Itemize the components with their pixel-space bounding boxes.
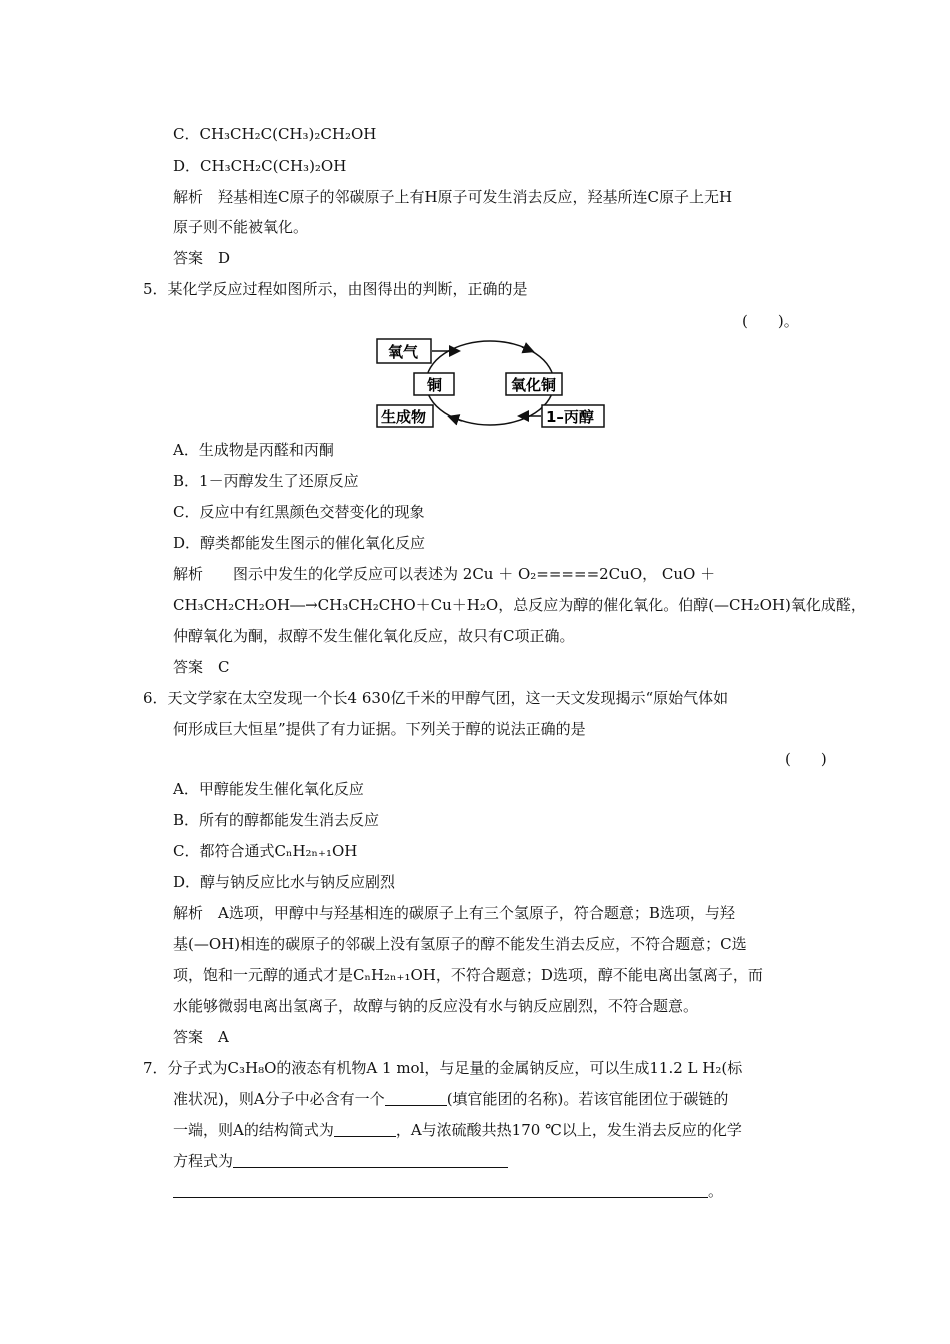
q5-solution-line-1: 解析 图示中发生的化学反应可以表述为 2Cu ＋ O₂=====2CuO， CuO ＋ bbox=[173, 565, 716, 583]
q5-option-a: A．生成物是丙醛和丙酮 bbox=[173, 441, 334, 459]
q6-stem-line-1: 6．天文学家在太空发现一个长4 630亿千米的甲醇气团，这一天文发现揭示“原始气体如 bbox=[143, 689, 729, 707]
q7-line-3a: 一端，则A的结构简式为 bbox=[173, 1121, 334, 1139]
cycle-arrow-top bbox=[522, 347, 532, 351]
q6-option-d: D．醇与钠反应比水与钠反应剧烈 bbox=[173, 873, 396, 891]
q7-line-2 bbox=[173, 1088, 728, 1110]
q6-solution-line-2: 基(—OH)相连的碳原子的邻碳上没有氢原子的醇不能发生消去反应，不符合题意；C选 bbox=[173, 935, 747, 953]
q5-answer-paren: ( )。 bbox=[742, 312, 799, 330]
q7-line-2a: 准状况)，则A分子中必含有一个 bbox=[173, 1090, 385, 1108]
q4-option-d: D．CH₃CH₂C(CH₃)₂OH bbox=[173, 157, 347, 175]
q4-solution-line-1: 解析 羟基相连C原子的邻碳原子上有H原子可发生消去反应，羟基所连C原子上无H bbox=[173, 188, 733, 206]
q4-answer: 答案 D bbox=[173, 249, 231, 267]
q5-answer: 答案 C bbox=[173, 658, 230, 676]
q6-solution-line-3: 项，饱和一元醇的通式才是CₙH₂ₙ₊₁OH，不符合题意；D选项，醇不能电离出氢离子，而 bbox=[173, 966, 763, 984]
q7-blank-equation-1 bbox=[233, 1152, 508, 1168]
q6-answer: 答案 A bbox=[173, 1028, 229, 1046]
copper-label: 铜 bbox=[427, 376, 443, 394]
q7-blank-structure bbox=[334, 1121, 396, 1137]
q7-line-2b: (填官能团的名称)。若该官能团位于碳链的 bbox=[446, 1090, 729, 1108]
q6-solution-line-1: 解析 A选项，甲醇中与羟基相连的碳原子上有三个氢原子，符合题意；B选项，与羟 bbox=[173, 904, 735, 922]
q7-line-1: 7．分子式为C₃H₈O的液态有机物A 1 mol，与足量的金属钠反应，可以生成11.2 L H₂(标 bbox=[143, 1059, 743, 1077]
q4-option-c: C．CH₃CH₂C(CH₃)₂CH₂OH bbox=[173, 125, 377, 143]
q7-blank-equation-2 bbox=[173, 1182, 708, 1198]
q6-answer-paren: ( ) bbox=[785, 750, 827, 768]
q6-option-b: B．所有的醇都能发生消去反应 bbox=[173, 811, 380, 829]
q6-option-a: A．甲醇能发生催化氧化反应 bbox=[173, 780, 364, 798]
cycle-arrow-bottom bbox=[450, 417, 462, 421]
q7-end-mark: 。 bbox=[708, 1182, 724, 1200]
oxygen-label: 氧气 bbox=[388, 343, 419, 361]
product-label: 生成物 bbox=[381, 408, 427, 426]
q7-line-3b: ，A与浓硫酸共热170 ℃以上，发生消去反应的化学 bbox=[395, 1121, 742, 1139]
q5-stem: 5．某化学反应过程如图所示，由图得出的判断，正确的是 bbox=[143, 280, 528, 298]
q7-blank-functional-group bbox=[385, 1090, 447, 1106]
q7-line-3 bbox=[173, 1119, 742, 1141]
q6-solution-line-4: 水能够微弱电离出氢离子，故醇与钠的反应没有水与钠反应剧烈，不符合题意。 bbox=[173, 997, 699, 1015]
q5-option-c: C．反应中有红黑颜色交替变化的现象 bbox=[173, 503, 425, 521]
q6-stem-line-2: 何形成巨大恒星”提供了有力证据。下列关于醇的说法正确的是 bbox=[173, 720, 586, 738]
copper-oxide-label: 氧化铜 bbox=[511, 376, 557, 394]
q4-solution-line-2: 原子则不能被氧化。 bbox=[173, 218, 309, 236]
q5-solution-line-3: 仲醇氧化为酮，叔醇不发生催化氧化反应，故只有C项正确。 bbox=[173, 627, 575, 645]
q5-solution-line-2: CH₃CH₂CH₂OH―→CH₃CH₂CHO＋Cu＋H₂O，总反应为醇的催化氧化。伯醇(—CH₂OH)氧化成醛， bbox=[173, 596, 866, 614]
q7-line-4 bbox=[173, 1150, 508, 1172]
q7-line-4-text: 方程式为 bbox=[173, 1152, 234, 1170]
q5-reaction-diagram bbox=[372, 335, 612, 430]
q7-line-5 bbox=[173, 1180, 723, 1202]
q5-option-d: D．醇类都能发生图示的催化氧化反应 bbox=[173, 534, 426, 552]
q6-option-c: C．都符合通式CₙH₂ₙ₊₁OH bbox=[173, 842, 358, 860]
propanol-label: 1–丙醇 bbox=[546, 408, 594, 426]
q5-option-b: B．1－丙醇发生了还原反应 bbox=[173, 472, 359, 490]
